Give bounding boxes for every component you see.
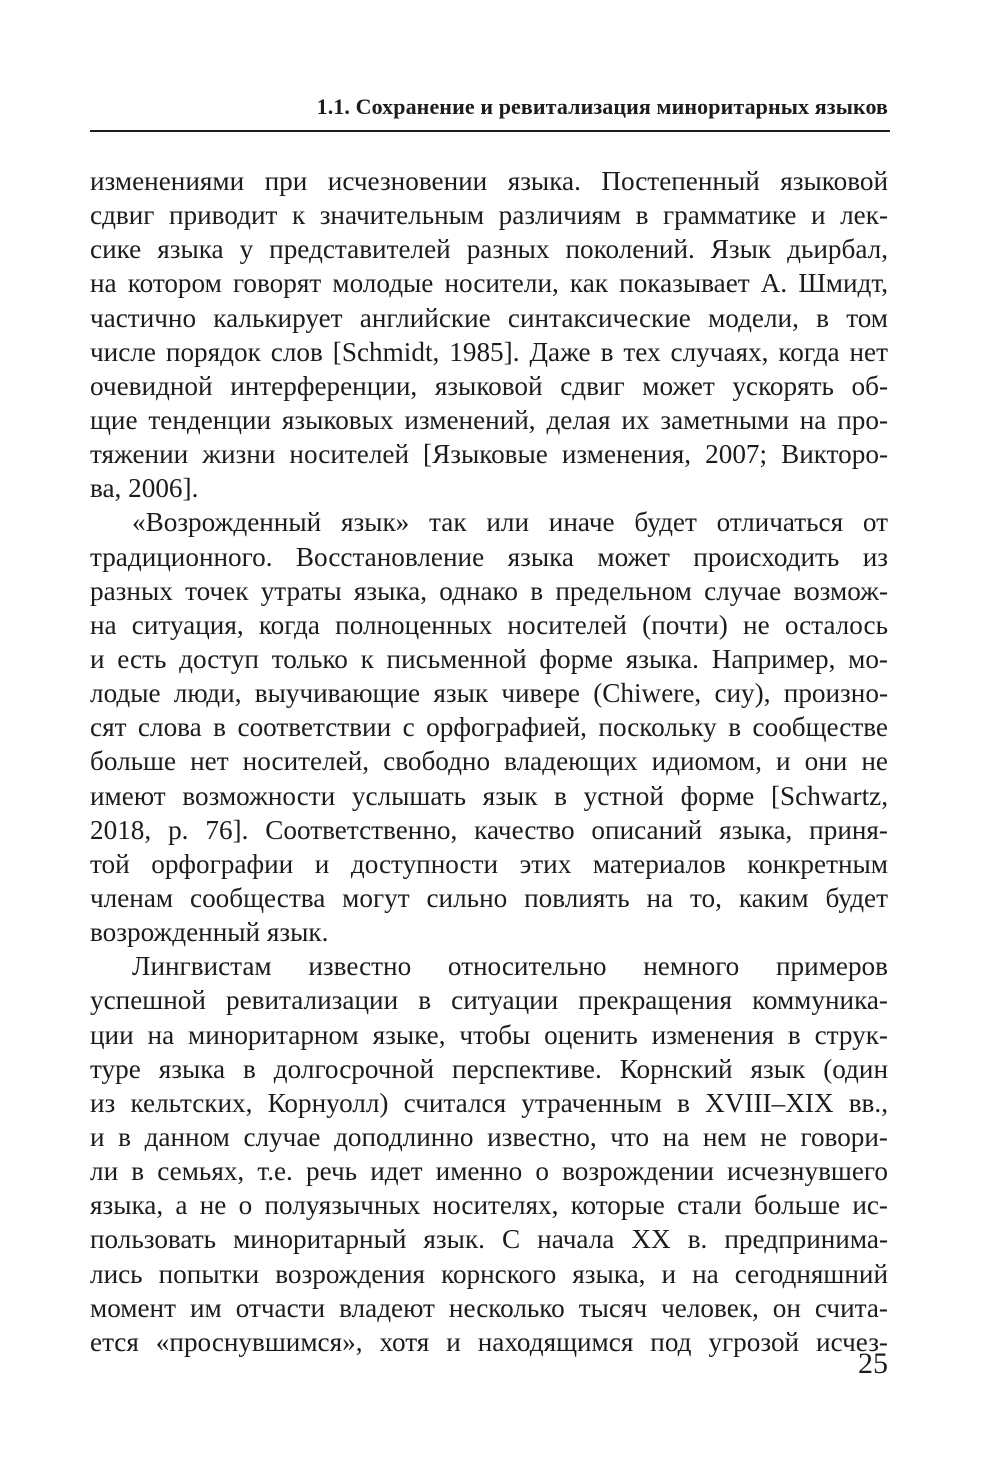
text-line: ли в семьях, т.е. речь идет именно о возрождении исчезнувшего bbox=[90, 1156, 888, 1187]
text-line: и в данном случае доподлинно известно, что на нем не говори- bbox=[90, 1121, 888, 1152]
text-line: ции на миноритарном языке, чтобы оценить изменения в струк- bbox=[90, 1019, 888, 1050]
text-line: и есть доступ только к письменной форме языка. Например, мо- bbox=[90, 643, 888, 674]
text-line: языка, а не о полуязычных носителях, которые стали больше ис- bbox=[90, 1190, 888, 1221]
text-line: Лингвистам известно относительно немного примеров bbox=[132, 951, 888, 982]
text-line: сдвиг приводит к значительным различиям в грамматике и лек- bbox=[90, 200, 888, 231]
page-number: 25 bbox=[858, 1347, 888, 1380]
text-line: имеют возможности услышать язык в устной форме [Schwartz, bbox=[90, 780, 888, 811]
text-line: частично калькирует английские синтаксические модели, в том bbox=[90, 302, 888, 333]
text-line: лись попытки возрождения корнского языка, и на сегодняшний bbox=[90, 1258, 888, 1289]
text-line: ва, 2006]. bbox=[90, 473, 199, 504]
text-line: тяжении жизни носителей [Языковые изменения, 2007; Викторо- bbox=[90, 439, 888, 470]
text-line: сике языка у представителей разных поколений. Язык дьирбал, bbox=[90, 234, 888, 265]
text-line: числе порядок слов [Schmidt, 1985]. Даже в тех случаях, когда нет bbox=[90, 336, 888, 367]
text-line: возрожденный язык. bbox=[90, 917, 329, 948]
paragraph-3 bbox=[90, 949, 888, 1359]
text-line: больше нет носителей, свободно владеющих идиомом, и они не bbox=[90, 746, 888, 777]
text-line: сят слова в соответствии с орфографией, поскольку в сообществе bbox=[90, 712, 888, 743]
text-line: ется «проснувшимся», хотя и находящимся под угрозой исчез- bbox=[90, 1326, 888, 1357]
text-line: туре языка в долгосрочной перспективе. Корнский язык (один bbox=[90, 1053, 888, 1084]
body-text bbox=[90, 164, 888, 1359]
text-line: щие тенденции языковых изменений, делая их заметными на про- bbox=[90, 404, 888, 435]
text-line: пользовать миноритарный язык. С начала XX в. предпринима- bbox=[90, 1224, 888, 1255]
paragraph-2 bbox=[90, 505, 888, 949]
text-line: «Возрожденный язык» так или иначе будет отличаться от bbox=[132, 507, 888, 538]
text-line: лодые люди, выучивающие язык чивере (Chiwere, сиу), произно- bbox=[90, 678, 888, 709]
text-line: 2018, p. 76]. Соответственно, качество описаний языка, приня- bbox=[90, 814, 888, 845]
text-line: из кельтских, Корнуолл) считался утраченным в XVIII–XIX вв., bbox=[90, 1087, 888, 1118]
text-line: на ситуация, когда полноценных носителей (почти) не осталось bbox=[90, 609, 888, 640]
text-line: успешной ревитализации в ситуации прекращения коммуника- bbox=[90, 985, 888, 1016]
text-line: той орфографии и доступности этих материалов конкретным bbox=[90, 848, 888, 879]
text-line: изменениями при исчезновении языка. Постепенный языковой bbox=[90, 166, 888, 196]
text-line: момент им отчасти владеют несколько тысяч человек, он счита- bbox=[90, 1292, 888, 1323]
text-line: на котором говорят молодые носители, как показывает А. Шмидт, bbox=[90, 268, 888, 299]
paragraph-1 bbox=[90, 164, 888, 505]
text-line: очевидной интерференции, языковой сдвиг может ускорять об- bbox=[90, 370, 888, 401]
header-rule bbox=[90, 130, 890, 132]
text-line: традиционного. Восстановление языка может происходить из bbox=[90, 541, 888, 572]
running-head: 1.1. Сохранение и ревитализация миноритарных языков bbox=[316, 94, 888, 119]
text-line: разных точек утраты языка, однако в предельном случае возмож- bbox=[90, 575, 888, 606]
text-line: членам сообщества могут сильно повлиять на то, каким будет bbox=[90, 882, 888, 913]
